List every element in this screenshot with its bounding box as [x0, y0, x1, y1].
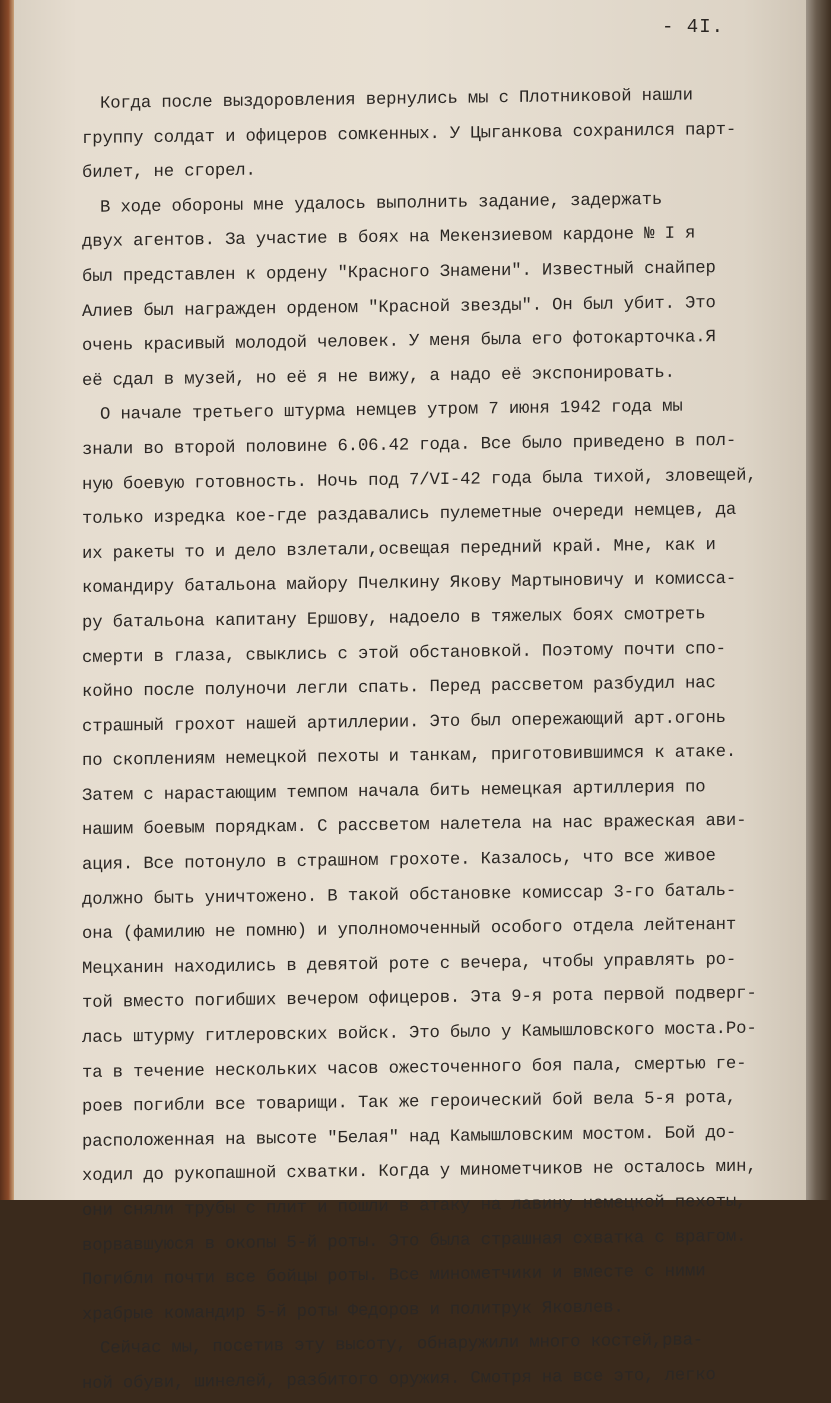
text-line: их ракеты то и дело взлетали,освещая передний край. Мне, как и — [82, 535, 716, 564]
text-line: Погибли почти все бойцы роты. Все минометчики и вместе с ними — [82, 1262, 706, 1291]
text-line: должно быть уничтожено. В такой обстановке комиссар 3-го баталь- — [82, 881, 737, 910]
text-line: храбрые командир 5-й роты Федоров и политрук Яковлев. — [82, 1298, 624, 1325]
text-line: Алиев был награжден орденом "Красной звезды". Он был убит. Это — [82, 293, 716, 322]
text-line: ной обуви, шинелей, разбитого оружия. Смотря на все это, легко — [82, 1366, 716, 1394]
text-line: Когда после выздоровления вернулись мы с Плотниковой нашли — [100, 86, 693, 114]
text-line: они сняли трубы с плит и пошли в атаку на лавину немецкой пехоты, — [82, 1192, 747, 1221]
page-text-body — [82, 88, 794, 1403]
text-line: койно после полуночи легли спать. Перед рассветом разбудил нас — [82, 674, 716, 703]
text-line: О начале третьего штурма немцев утром 7 июня 1942 года мы — [100, 397, 683, 426]
typewritten-page — [14, 0, 806, 1394]
page-edge-shadow — [806, 0, 831, 1200]
text-line: двух агентов. За участие в боях на Мекензиевом кардоне № I я — [82, 224, 696, 253]
text-line: В ходе обороны мне удалось выполнить задание, задержать — [100, 190, 663, 218]
text-line: лась штурму гитлеровских войск. Это было у Камышловского моста.Ро- — [82, 1019, 757, 1049]
text-line: ация. Все потонуло в страшном грохоте. Казалось, что все живое — [82, 847, 716, 876]
text-line: она (фамилию не помню) и уполномоченный особого отдела лейтенант — [82, 916, 737, 945]
text-line: нашим боевым порядкам. С рассветом налетела на нас вражеская ави- — [82, 812, 747, 841]
text-line: Сейчас мы, посетив эту высоту, обнаружили много костей,рва- — [100, 1331, 704, 1360]
text-line: смерти в глаза, свыклись с этой обстановкой. Поэтому почти спо- — [82, 639, 726, 668]
text-line: группу солдат и офицеров сомкенных. У Цыганкова сохранился парт- — [82, 120, 737, 149]
text-line: Мецханин находились в девятой роте с вечера, чтобы управлять ро- — [82, 950, 737, 979]
text-line: по скоплениям немецкой пехоты и танкам, приготовившимся к атаке. — [82, 743, 737, 772]
text-line: та в течение нескольких часов ожесточенного боя пала, смертью ге- — [82, 1054, 747, 1083]
text-line: её сдал в музей, но её я не вижу, а надо её экспонировать. — [82, 363, 675, 391]
text-line: ворвавшуюся в окопы 5-й роты. Это была страшная схватка с врагом. — [82, 1227, 747, 1256]
text-line: был представлен к ордену "Красного Знамени". Известный снайпер — [82, 259, 716, 287]
text-line: командиру батальона майору Пчелкину Якову Мартыновичу и комисса- — [82, 570, 737, 599]
text-line: той вместо погибших вечером офицеров. Эта 9-я рота первой подверг- — [82, 985, 757, 1014]
text-line: ную боевую готовность. Ночь под 7/VI-42 года была тихой, зловещей, — [82, 466, 757, 495]
text-line: ходил до рукопашной схватки. Когда у минометчиков не осталось мин, — [82, 1157, 757, 1187]
text-line: расположенная на высоте "Белая" над Камышловским мостом. Бой до- — [82, 1123, 737, 1152]
text-line: Затем с нарастающим темпом начала бить немецкая артиллерия по — [82, 778, 706, 806]
text-line: роев погибли все товарищи. Так же героический бой вела 5-я рота, — [82, 1089, 737, 1118]
text-line: только изредка кое-где раздавались пулеметные очереди немцев, да — [82, 500, 737, 530]
text-line: знали во второй половине 6.06.42 года. Все было приведено в пол- — [82, 431, 737, 460]
text-line: страшный грохот нашей артиллерии. Это был опережающий арт.огонь — [82, 708, 726, 737]
text-line: билет, не сгорел. — [82, 161, 256, 184]
book-binding-edge — [0, 0, 14, 1200]
text-line: ру батальона капитану Ершову, надоело в тяжелых боях смотреть — [82, 605, 706, 633]
page-number: - 4I. — [662, 16, 725, 38]
text-line: очень красивый молодой человек. У меня была его фотокарточка.Я — [82, 328, 716, 357]
